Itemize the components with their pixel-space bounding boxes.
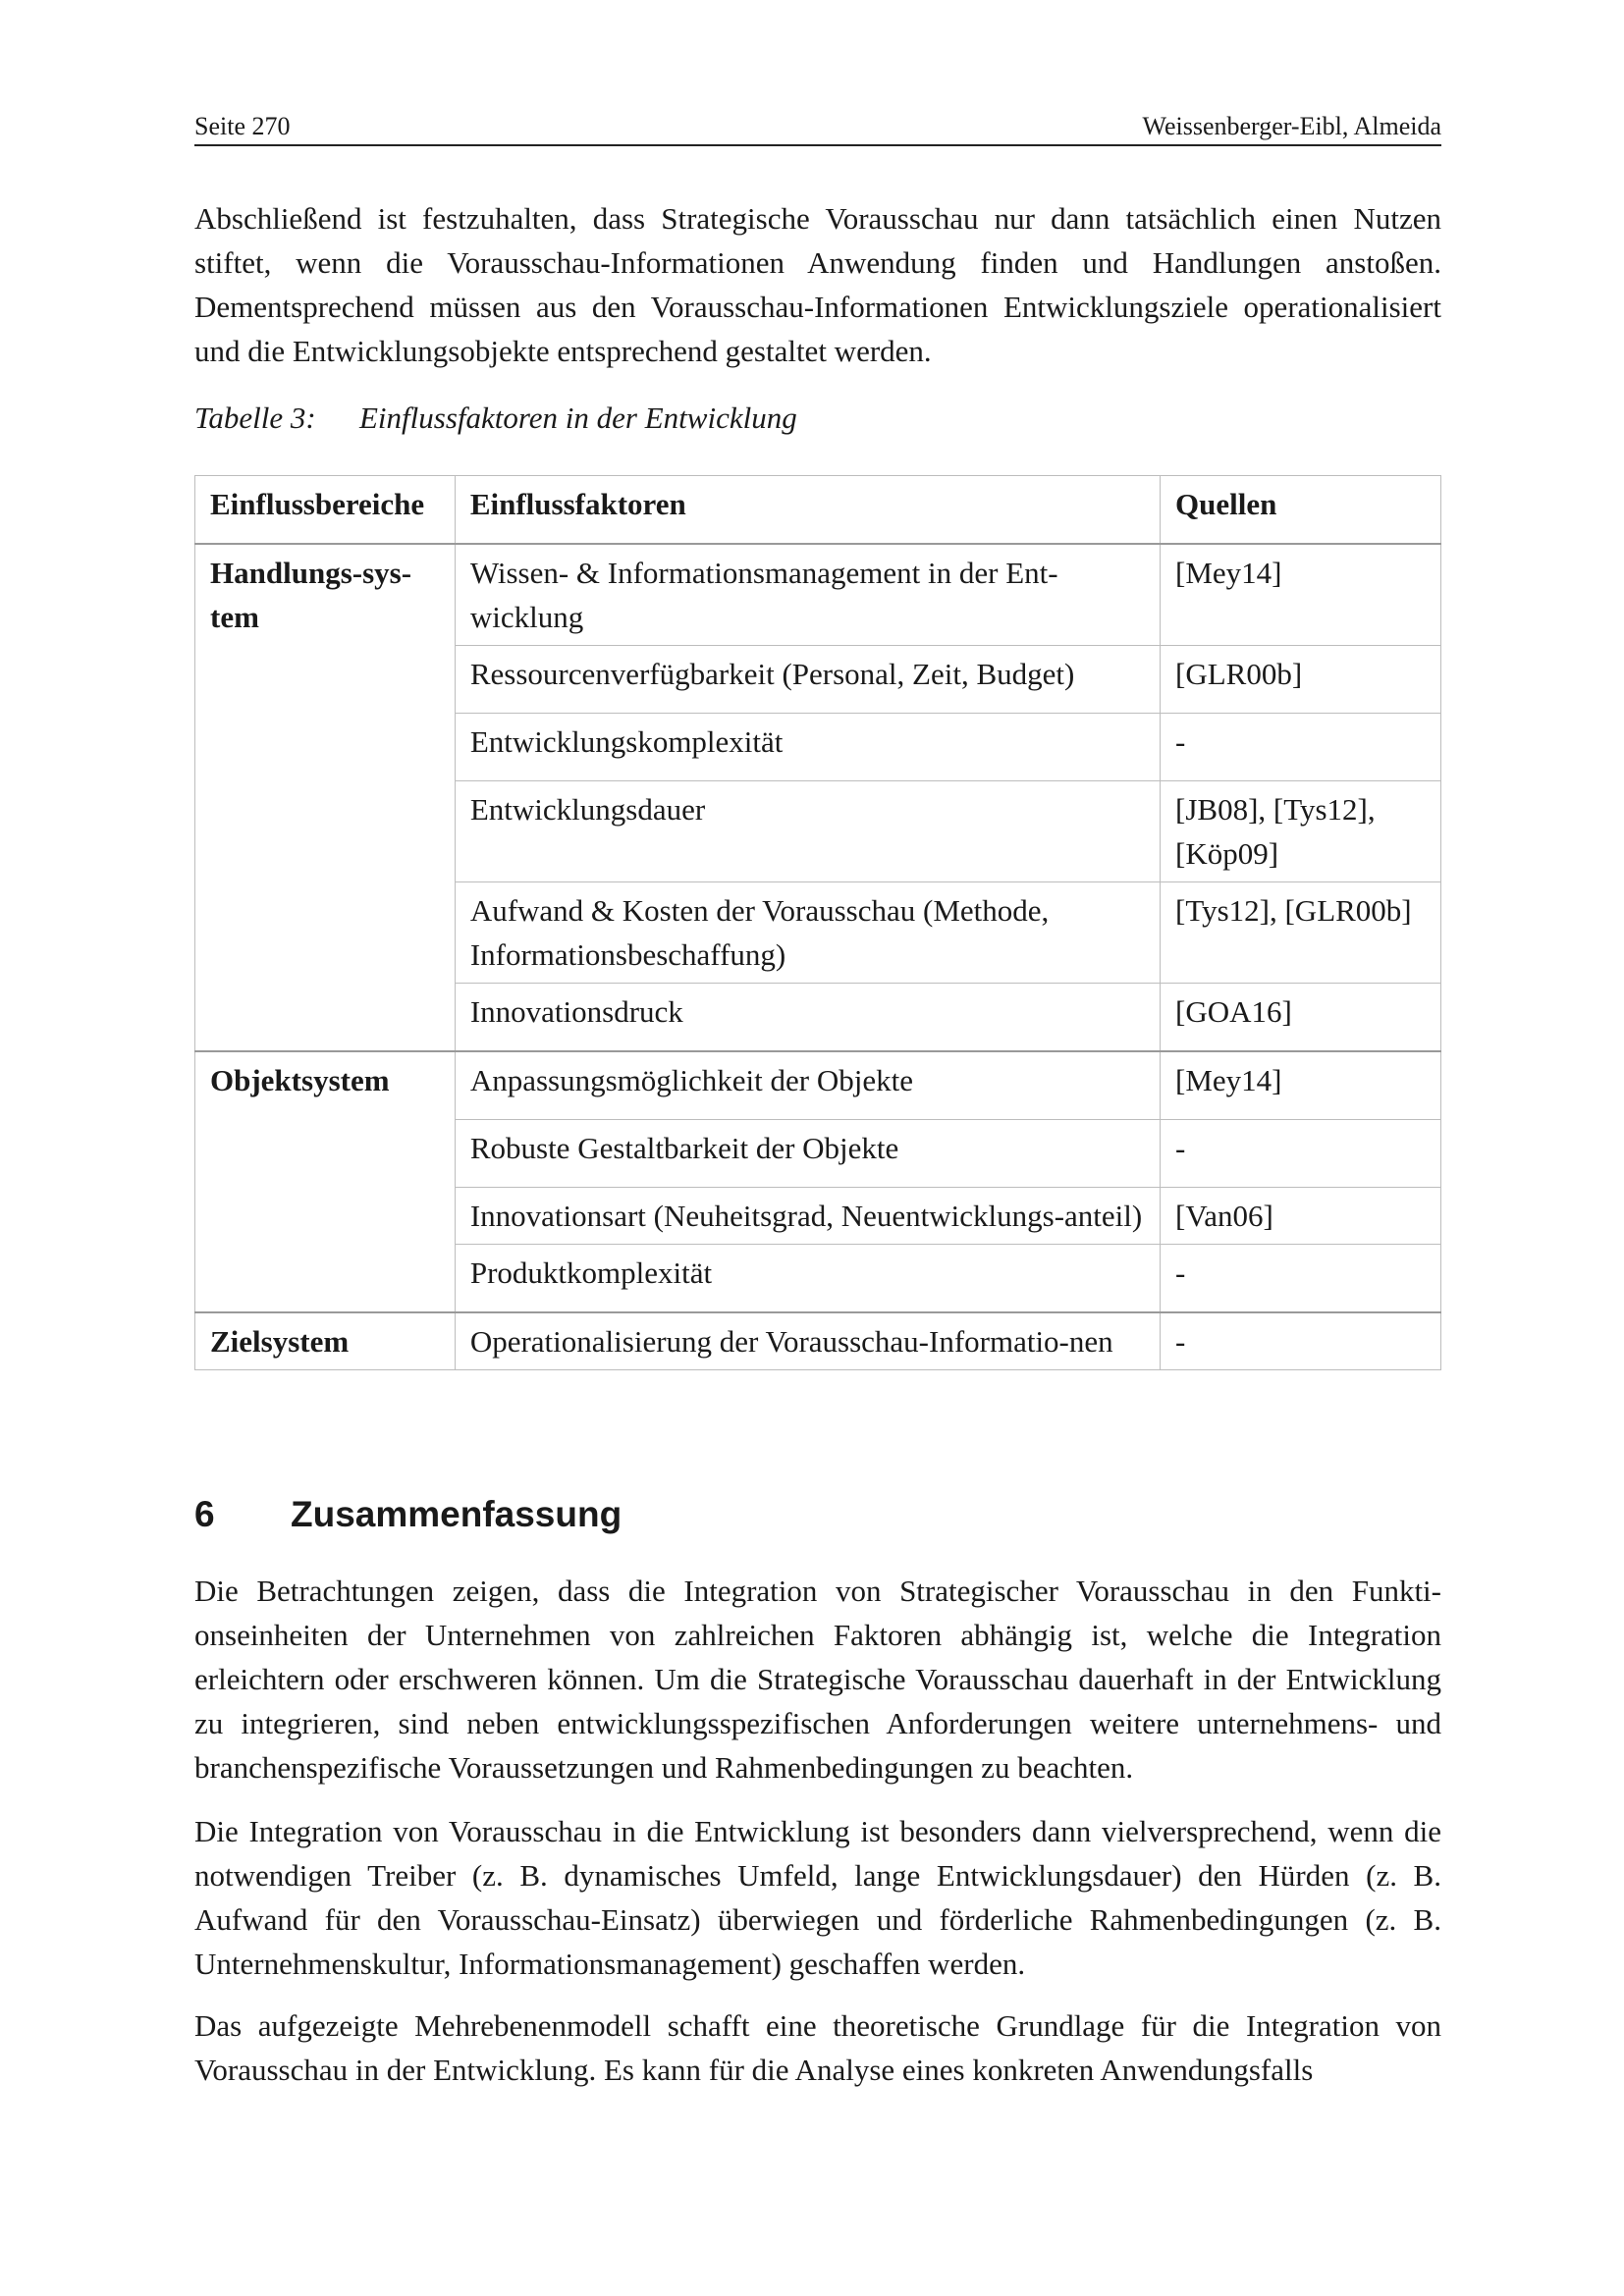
section-heading — [194, 1492, 622, 1537]
factor-cell: Entwicklungskomplexität — [455, 714, 1160, 781]
factor-cell: Aufwand & Kosten der Vorausschau (Methode, Informationsbeschaffung) — [455, 882, 1160, 984]
sources-cell: [JB08], [Tys12], [Köp09] — [1161, 781, 1441, 882]
sources-cell: [Tys12], [GLR00b] — [1161, 882, 1441, 984]
sources-cell: - — [1161, 714, 1441, 781]
section-number: 6 — [194, 1494, 215, 1534]
factor-cell: Robuste Gestaltbarkeit der Objekte — [455, 1120, 1160, 1188]
area-cell: Objektsystem — [195, 1051, 456, 1312]
factor-cell: Produktkomplexität — [455, 1245, 1160, 1313]
header-areas: Einflussbereiche — [195, 476, 456, 545]
table-caption-number: Tabelle 3: — [194, 400, 316, 435]
area-cell: Zielsystem — [195, 1312, 456, 1370]
intro-paragraph: Abschließend ist festzuhalten, dass Strategische Vorausschau nur dann tatsächlich einen Nutzen stiftet, wenn die Vorausschau-Informationen Anwendung finden und Handlungen anstoßen. Dementsprechend müssen aus den Vorausschau-Informationen Entwicklungsziele operationalisiert und die Entwicklungsobjekte entsprechend gestaltet werden. — [194, 201, 1441, 368]
table-caption — [194, 398, 797, 439]
factor-cell: Innovationsdruck — [455, 984, 1160, 1052]
running-header — [194, 110, 1441, 146]
table-header-row — [195, 476, 1441, 545]
header-sources: Quellen — [1161, 476, 1441, 545]
sources-cell: [Mey14] — [1161, 544, 1441, 646]
sources-cell: - — [1161, 1245, 1441, 1313]
author-names: Weissenberger-Eibl, Almeida — [1142, 112, 1441, 140]
header-factors: Einflussfaktoren — [455, 476, 1160, 545]
influence-factors-table — [194, 475, 1441, 1370]
summary-paragraph: Die Betrachtungen zeigen, dass die Integration von Strategischer Vorausschau in den Funktionseinheiten der Unternehmen von zahlreichen Faktoren abhängig ist, welche die Integration erleichtern oder erschweren können. Um die Strategische Vorausschau dauerhaft in der Entwicklung zu integrieren, sind neben entwicklungsspezifischen Anforderungen weitere unternehmens- und branchenspezifische Voraussetzungen und Rahmenbedingungen zu beachten. — [194, 1574, 1441, 1785]
section-title: Zusammenfassung — [291, 1494, 623, 1534]
sources-cell: [GLR00b] — [1161, 646, 1441, 714]
table-row — [195, 1312, 1441, 1370]
table-row — [195, 1051, 1441, 1120]
summary-paragraph: Die Integration von Vorausschau in die Entwicklung ist besonders dann vielversprechend, wenn die notwendigen Treiber (z. B. dynamisches Umfeld, lange Entwicklungsdauer) den Hürden (z. B. Aufwand für den Vorausschau-Einsatz) überwiegen und förderliche Rahmenbedingungen (z. B. Unternehmenskultur, Informationsmanagement) geschaffen werden. — [194, 1814, 1441, 1981]
table-row — [195, 544, 1441, 646]
page-number: Seite 270 — [194, 112, 291, 140]
summary-paragraph: Das aufgezeigte Mehrebenenmodell schafft eine theoretische Grundlage für die Integration von Vorausschau in der Entwicklung. Es kann für die Analyse eines konkreten Anwendungsfalls — [194, 2008, 1441, 2087]
factor-cell: Entwicklungsdauer — [455, 781, 1160, 882]
area-cell: Handlungs-sys-tem — [195, 544, 456, 1051]
sources-cell: - — [1161, 1120, 1441, 1188]
sources-cell: - — [1161, 1312, 1441, 1370]
table-caption-title: Einflussfaktoren in der Entwicklung — [359, 400, 797, 435]
sources-cell: [GOA16] — [1161, 984, 1441, 1052]
factor-cell: Innovationsart (Neuheitsgrad, Neuentwicklungs-anteil) — [455, 1188, 1160, 1245]
sources-cell: [Mey14] — [1161, 1051, 1441, 1120]
factor-cell: Operationalisierung der Vorausschau-Informatio-nen — [455, 1312, 1160, 1370]
factor-cell: Ressourcenverfügbarkeit (Personal, Zeit, Budget) — [455, 646, 1160, 714]
sources-cell: [Van06] — [1161, 1188, 1441, 1245]
factor-cell: Anpassungsmöglichkeit der Objekte — [455, 1051, 1160, 1120]
factor-cell: Wissen- & Informationsmanagement in der Ent-wicklung — [455, 544, 1160, 646]
